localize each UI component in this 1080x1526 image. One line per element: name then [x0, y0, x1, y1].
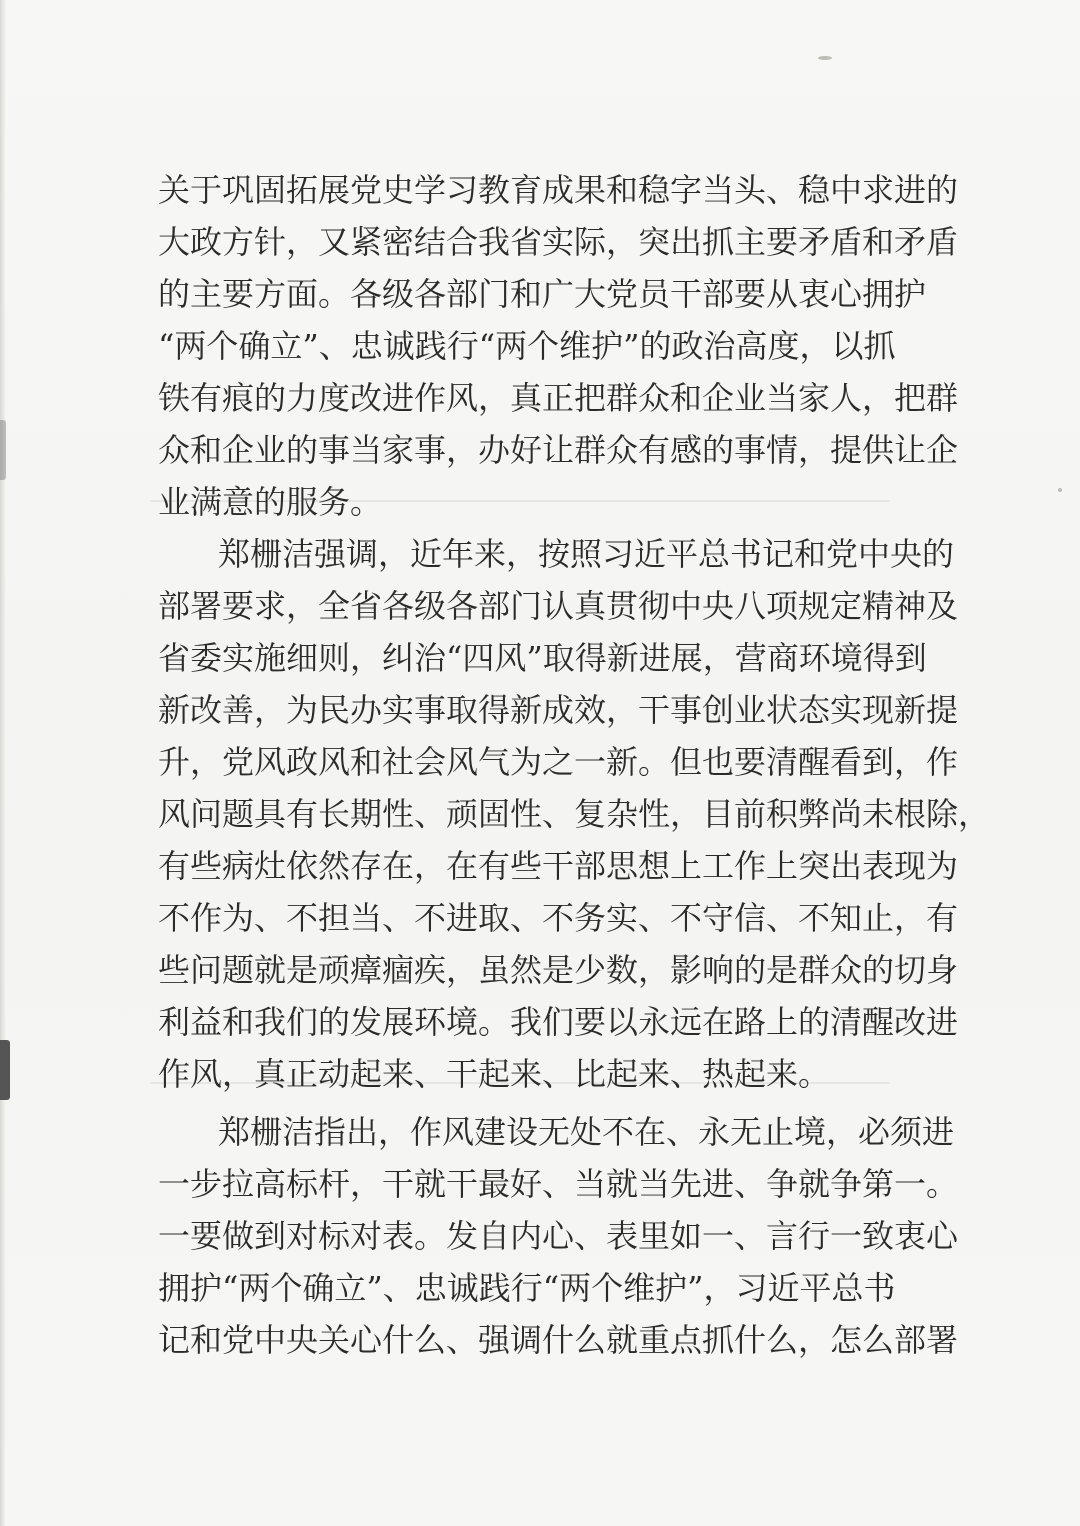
text-line: 的主要方面。各级各部门和广大党员干部要从衷心拥护 [158, 275, 927, 313]
text-line: 利益和我们的发展环境。我们要以永远在路上的清醒改进 [158, 1003, 959, 1041]
text-line: 关于巩固拓展党史学习教育成果和稳字当头、稳中求进的 [158, 171, 959, 209]
text-line: 有些病灶依然存在，在有些干部思想上工作上突出表现为 [158, 847, 959, 885]
text-line: 业满意的服务。 [158, 483, 383, 521]
text-line: 省委实施细则，纠治“四风”取得新进展，营商环境得到 [158, 639, 927, 677]
text-line: 记和党中央关心什么、强调什么就重点抓什么，怎么部署 [158, 1321, 959, 1359]
text-line: “两个确立”、忠诚践行“两个维护”的政治高度，以抓 [158, 327, 896, 365]
text-line: 一要做到对标对表。发自内心、表里如一、言行一致衷心 [158, 1217, 959, 1255]
text-line: 作风，真正动起来、干起来、比起来、热起来。 [158, 1055, 831, 1093]
text-line: 大政方针，又紧密结合我省实际，突出抓主要矛盾和矛盾 [158, 223, 959, 261]
text-line: 铁有痕的力度改进作风，真正把群众和企业当家人，把群 [158, 379, 959, 417]
text-line: 拥护“两个确立”、忠诚践行“两个维护”，习近平总书 [158, 1269, 896, 1307]
text-line: 新改善，为民办实事取得新成效，干事创业状态实现新提 [158, 691, 959, 729]
text-line: 部署要求，全省各级各部门认真贯彻中央八项规定精神及 [158, 587, 959, 625]
text-line: 众和企业的事当家事，办好让群众有感的事情，提供让企 [158, 431, 959, 469]
text-line: 风问题具有长期性、顽固性、复杂性，目前积弊尚未根除， [158, 795, 991, 833]
paragraph-start-line: 郑栅洁指出，作风建设无处不在、永无止境，必须进 [218, 1113, 955, 1151]
paragraph-start-line: 郑栅洁强调，近年来，按照习近平总书记和党中央的 [218, 535, 955, 573]
text-line: 一步拉高标杆，干就干最好、当就当先进、争就争第一。 [158, 1165, 959, 1203]
text-line: 些问题就是顽瘴痼疾，虽然是少数，影响的是群众的切身 [158, 951, 959, 989]
text-line: 不作为、不担当、不进取、不务实、不守信、不知止，有 [158, 899, 959, 937]
text-line: 升，党风政风和社会风气为之一新。但也要清醒看到，作 [158, 743, 959, 781]
